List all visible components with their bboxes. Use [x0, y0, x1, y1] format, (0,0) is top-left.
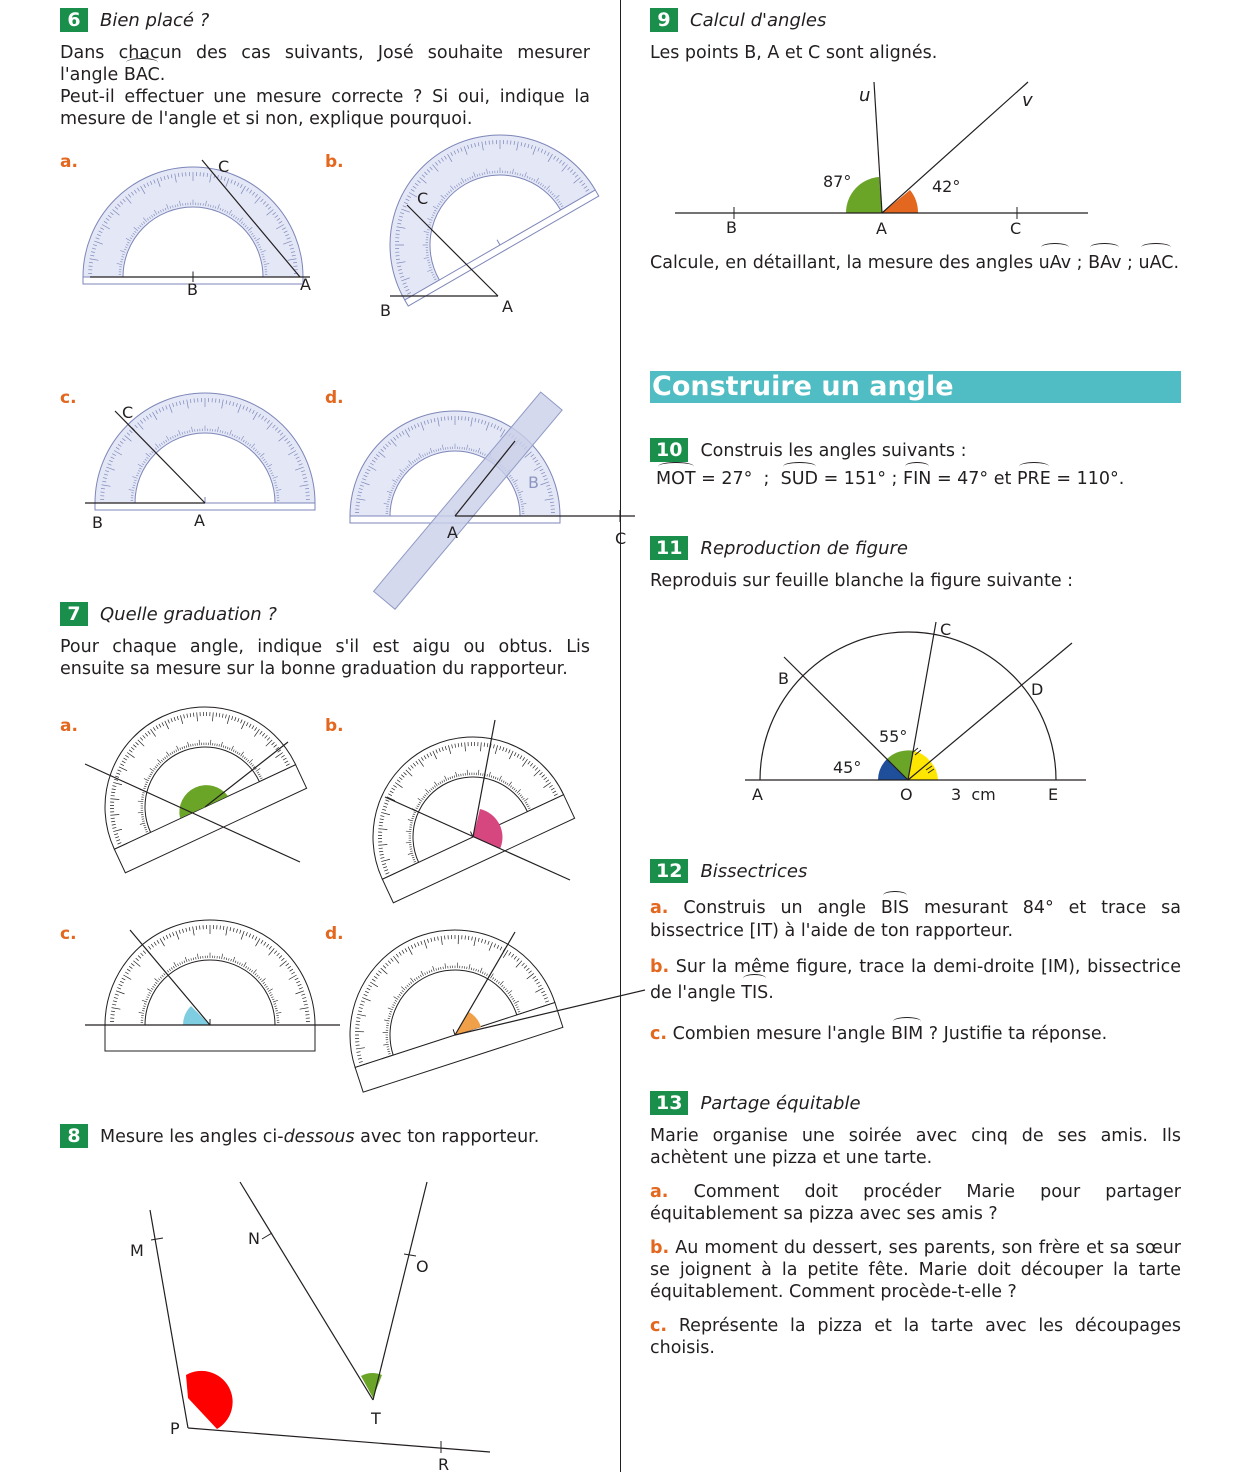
ex8-point-R: R — [438, 1455, 450, 1472]
ex13-part-a — [650, 1181, 1181, 1225]
ex12-title: Bissectrices — [700, 861, 808, 882]
ex9-sep-2: ; — [1127, 253, 1133, 273]
exercise-8 — [60, 1124, 590, 1148]
ex7-statement: Pour chaque angle, indique s'il est aigu ou obtus. Lis ensuite sa mesure sur la bonne graduation du rapporteur. — [60, 637, 590, 679]
ex9-question-start: Calcule, en détaillant, la mesure des angles — [650, 253, 1034, 273]
ex6c-point-C: C — [122, 403, 134, 422]
exercise-10 — [650, 438, 1181, 490]
ex9-ray-u: u — [859, 85, 871, 106]
ex12-label-c: c. — [650, 1024, 668, 1044]
ex12-part-c — [650, 1023, 1181, 1045]
ex12-part-b — [650, 954, 1181, 1006]
ex12-b-text1: Sur la même figure, trace la demi-droite [IM), bissectrice de l'angle — [650, 957, 1181, 1003]
ex6b-point-C: C — [417, 189, 429, 208]
ex8-point-M: M — [130, 1241, 144, 1260]
ex12-label-b: b. — [650, 957, 670, 977]
ex10-value-PRE: = 110°. — [1056, 469, 1125, 489]
ex9-figure — [650, 70, 1181, 240]
ex10-angle-FIN: FIN — [903, 469, 932, 489]
ex6c-point-B: B — [92, 513, 103, 532]
ex9-angle-uAv: uAv — [1039, 249, 1071, 278]
ex13-title: Partage équitable — [700, 1093, 861, 1114]
ex7-label-b: b. — [325, 716, 344, 736]
ex12-number: 12 — [650, 859, 688, 883]
ex13-a-text: Comment doit procéder Marie pour partager équitablement sa pizza avec ses amis ? — [650, 1182, 1181, 1224]
ex8-header — [60, 1124, 590, 1148]
ex11-length: 3 cm — [951, 785, 996, 804]
ex10-value-FIN: = 47° — [936, 469, 989, 489]
ex10-value-MOT: = 27° — [701, 469, 753, 489]
ex8-number: 8 — [60, 1124, 88, 1148]
protractor-7b — [340, 704, 575, 903]
ex10-sep-2: ; — [891, 469, 898, 489]
ex9-statement: Les points B, A et C sont alignés. — [650, 43, 938, 63]
ex11-point-C: C — [940, 620, 952, 639]
ex7-label-c: c. — [60, 924, 77, 944]
ex6d-point-A: A — [447, 523, 458, 542]
ex13-label-a: a. — [650, 1182, 669, 1202]
angle-87 — [846, 177, 882, 213]
ex6-line1: Dans chacun des cas suivants, José souhaite mesurer l'angle — [60, 43, 590, 85]
ex7-label-a: a. — [60, 716, 78, 736]
ex6a-point-A: A — [300, 275, 311, 294]
ex6a-point-C: C — [218, 157, 230, 176]
ex6b-point-B: B — [380, 301, 391, 320]
ex13-c-text: Représente la pizza et la tarte avec les découpages choisis. — [650, 1316, 1181, 1358]
ex10-header — [650, 438, 1181, 462]
ex9-question-text — [650, 249, 1181, 278]
ex13-part-c — [650, 1315, 1181, 1359]
ex12-label-a: a. — [650, 898, 669, 918]
ex6-header — [60, 8, 590, 32]
ex13-b-text: Au moment du dessert, ses parents, son frère et sa sœur se joignent à la petite fête. Marie doit découper la tarte équitablement. Comment procède-t-elle ? — [650, 1238, 1181, 1302]
ex12-a-text1: Construis un angle — [683, 898, 867, 918]
ex6-figure-d — [325, 386, 627, 586]
ex6-figure-c — [60, 386, 325, 536]
ex12-c-text1: Combien mesure l'angle — [672, 1024, 886, 1044]
ex9-point-A: A — [876, 219, 887, 238]
exercise-7 — [60, 602, 590, 680]
ex7-figure-d — [325, 920, 590, 1105]
ex7-header — [60, 602, 590, 626]
ex8-point-O: O — [416, 1257, 429, 1276]
ex9-label-42: 42° — [932, 177, 961, 196]
ex7-figure-a — [60, 712, 325, 897]
ex13-label-c: c. — [650, 1316, 668, 1336]
ex11-point-D: D — [1031, 680, 1044, 699]
ex11-point-O: O — [900, 785, 913, 804]
ex12-angle-TIS: TIS — [741, 980, 768, 1006]
ex9-point-B: B — [726, 218, 737, 237]
ex11-point-A: A — [752, 785, 763, 804]
ex6c-point-A: A — [194, 511, 205, 530]
ex10-conj: et — [993, 469, 1012, 489]
ex12-part-a — [650, 897, 1181, 943]
ex8-point-T: T — [371, 1409, 381, 1428]
ex6-label-a: a. — [60, 152, 78, 172]
ex7-figure-c — [60, 920, 325, 1060]
exercise-6 — [60, 8, 590, 130]
ex11-label-45: 45° — [833, 758, 862, 777]
ex9-angle-BAv: BAv — [1088, 249, 1121, 278]
ex9-label-87: 87° — [823, 172, 852, 191]
ex12-b-end: . — [768, 983, 774, 1003]
ex7-figure-b — [325, 712, 590, 912]
ex13-header — [650, 1091, 1181, 1115]
ex11-point-E: E — [1048, 785, 1059, 804]
ex6-figure-a — [60, 150, 325, 300]
ex13-part-b — [650, 1237, 1181, 1303]
ex8-text-after: avec ton rapporteur. — [354, 1127, 540, 1147]
protractor-a — [83, 167, 303, 284]
ex7-label-d: d. — [325, 924, 344, 944]
protractor-7a — [72, 674, 307, 873]
protractor-7d — [323, 903, 563, 1092]
ex6a-point-B: B — [187, 280, 198, 299]
ex11-point-B: B — [778, 669, 789, 688]
ex10-angle-MOT: MOT — [656, 469, 696, 489]
ex12-angle-BIS: BIS — [880, 898, 910, 918]
ex7-title: Quelle graduation ? — [100, 604, 277, 625]
exercise-12 — [650, 859, 1181, 1045]
ex6d-point-C: C — [615, 529, 627, 548]
ex6-angle: BAC — [123, 65, 160, 85]
ex8-figure — [60, 1170, 590, 1470]
ex6b-point-A: A — [502, 297, 513, 316]
ex12-a-text2: mesurant 84° et trace sa bissectrice [IT) à l'aide de ton rapporteur. — [650, 898, 1181, 941]
exercise-13 — [650, 1091, 1181, 1359]
ex11-title: Reproduction de figure — [700, 538, 908, 559]
ex8-text-italic: dessous — [283, 1127, 355, 1147]
ex11-figure — [650, 610, 1181, 810]
ex12-c-text2: ? Justifie ta réponse. — [928, 1024, 1108, 1044]
ex9-header — [650, 8, 1181, 32]
protractor-7c — [105, 920, 315, 1051]
ex12-angle-BIM: BIM — [890, 1024, 924, 1044]
angle-42 — [882, 190, 918, 213]
ex6-statement: Dans chacun des cas suivants, José souhaite mesurer l'angle BAC. — [60, 43, 590, 85]
ex9-ray-v: v — [1022, 90, 1033, 111]
ex13-intro: Marie organise une soirée avec cinq de ses amis. Ils achètent une pizza et une tarte. — [650, 1126, 1181, 1168]
exercise-9 — [650, 8, 1181, 64]
ex9-sep-1: ; — [1076, 253, 1083, 273]
column-divider — [620, 0, 621, 1472]
ex6-label-b: b. — [325, 152, 344, 172]
ex8-point-P: P — [170, 1419, 180, 1438]
ex13-number: 13 — [650, 1091, 688, 1115]
ex10-text: Construis les angles suivants : — [700, 441, 967, 461]
ex6-figure-b — [325, 150, 590, 380]
ex10-angle-PRE: PRE — [1016, 469, 1051, 489]
ex11-label-55: 55° — [879, 727, 908, 746]
ex9-angle-uAC: uAC — [1139, 249, 1174, 278]
ex11-header — [650, 536, 1181, 560]
ex6-number: 6 — [60, 8, 88, 32]
angle-P — [186, 1371, 233, 1429]
ex10-number: 10 — [650, 438, 688, 462]
ex10-sep-1: ; — [763, 469, 770, 489]
ex6-question: Peut-il effectuer une mesure correcte ? Si oui, indique la mesure de l'angle et si non, explique pourquoi. — [60, 87, 590, 129]
ex10-items — [650, 468, 1181, 490]
ex6-title: Bien placé ? — [100, 10, 210, 31]
ex12-header — [650, 859, 1181, 883]
ex6-label-c: c. — [60, 388, 77, 408]
ex9-title: Calcul d'angles — [690, 10, 827, 31]
ex6-label-d: d. — [325, 388, 344, 408]
ex6d-point-B: B — [528, 473, 539, 492]
ex10-value-SUD: = 151° — [823, 469, 886, 489]
ex9-number: 9 — [650, 8, 678, 32]
ex8-text — [100, 1127, 539, 1147]
ex11-statement: Reproduis sur feuille blanche la figure suivante : — [650, 571, 1074, 591]
ex11-number: 11 — [650, 536, 688, 560]
ex7-number: 7 — [60, 602, 88, 626]
ex9-end: . — [1173, 253, 1180, 273]
ex8-point-N: N — [248, 1229, 260, 1248]
ex9-point-C: C — [1010, 219, 1022, 238]
ex9-question — [650, 249, 1181, 278]
section-construire-un-angle: Construire un angle — [650, 371, 1181, 403]
ex10-angle-SUD: SUD — [780, 469, 818, 489]
ex13-label-b: b. — [650, 1238, 670, 1258]
ex8-text-before: Mesure les angles ci- — [100, 1127, 284, 1147]
exercise-11 — [650, 536, 1181, 592]
